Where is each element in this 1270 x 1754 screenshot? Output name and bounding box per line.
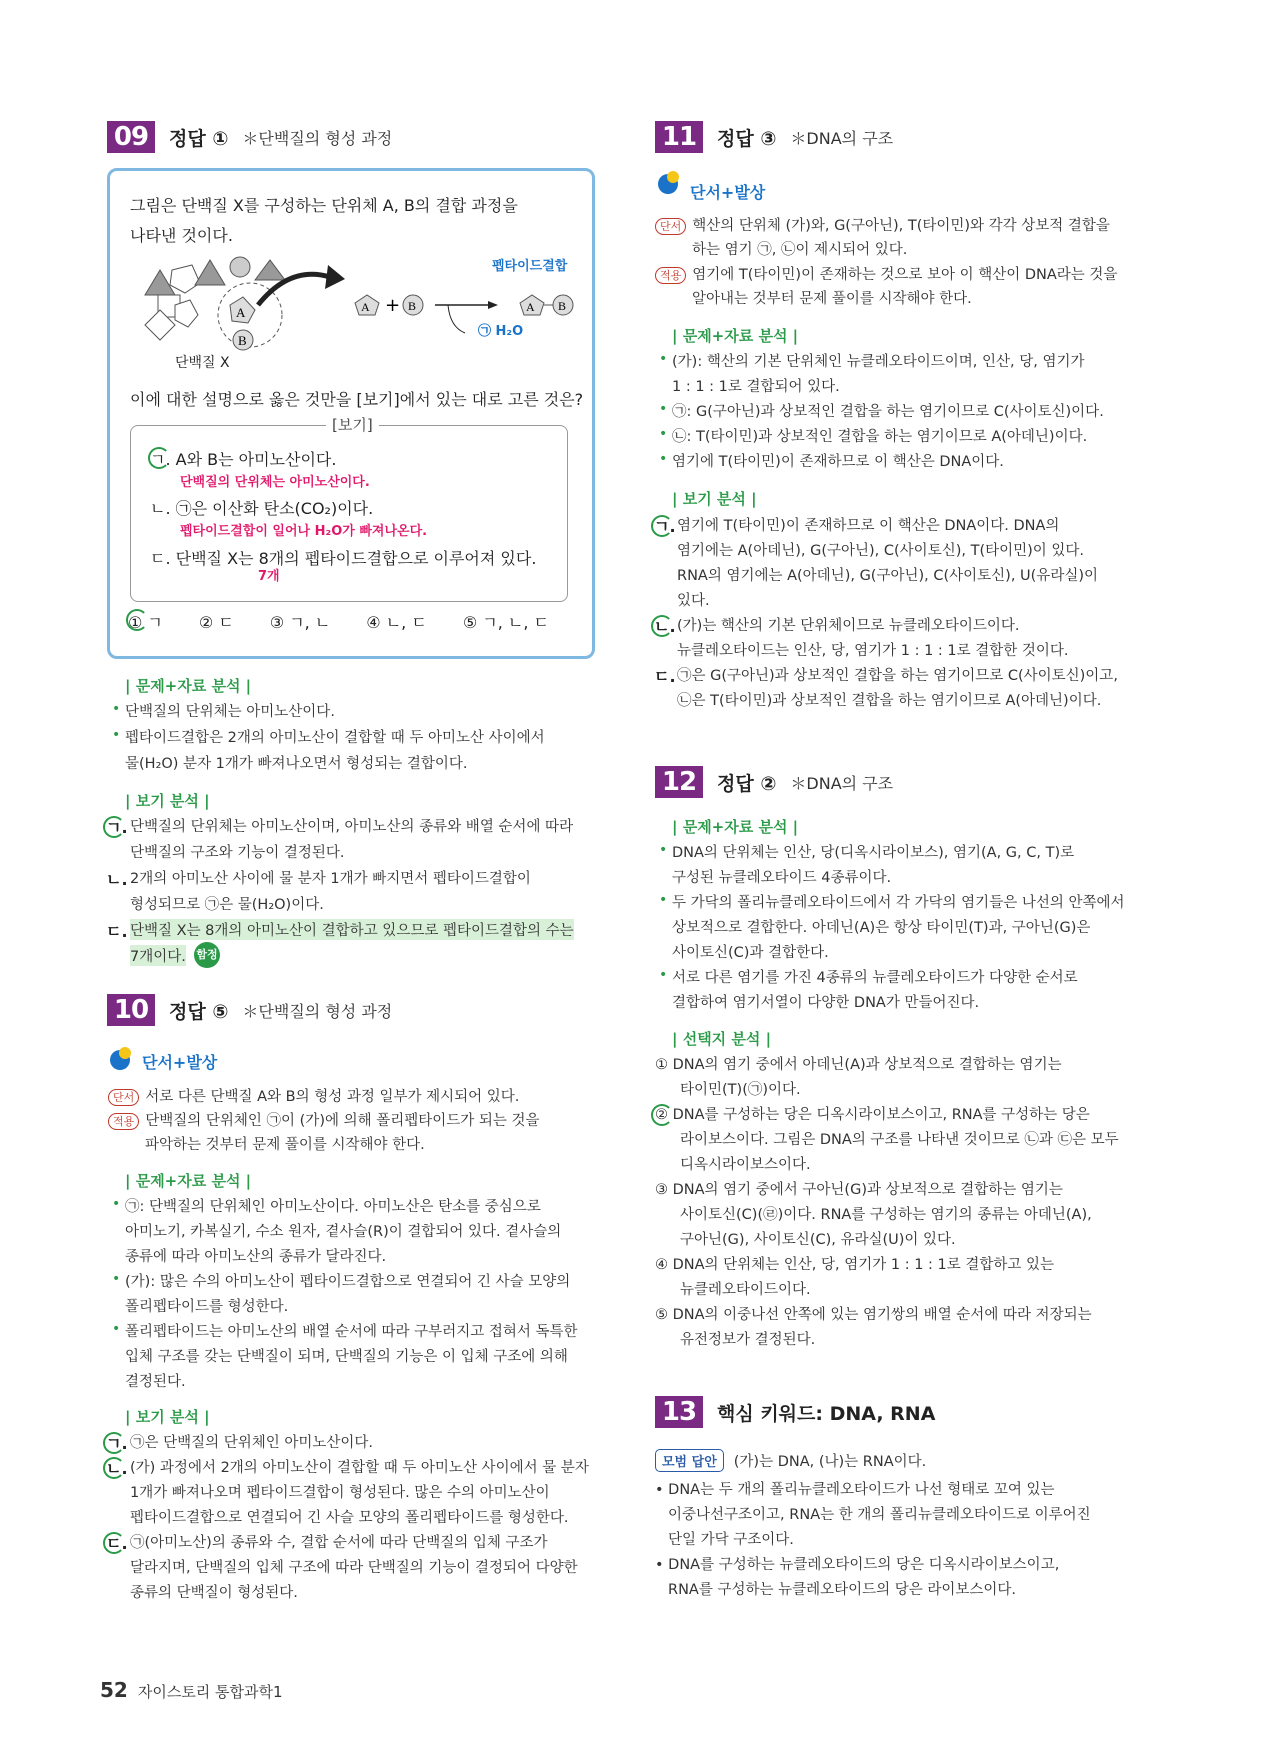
choice-list (128, 610, 549, 633)
question-number: 10 (107, 994, 155, 1026)
hint-line: 단서 서로 다른 단백질 A와 B의 형성 과정 일부가 제시되어 있다. (108, 1085, 519, 1106)
bullet-icon: • (112, 1271, 121, 1287)
pentagon-shape (170, 265, 200, 293)
label-b: B (408, 299, 417, 313)
option-line: ② DNA를 구성하는 당은 디옥시라이보스이고, RNA를 구성하는 당은 (655, 1107, 1090, 1123)
bullet-icon: • (659, 451, 668, 467)
text-line: 알아내는 것부터 문제 풀이를 시작해야 한다. (692, 291, 972, 307)
text-line: (가)는 핵산의 기본 단위체이므로 뉴클레오타이드이다. (677, 618, 1020, 634)
label-a: A (236, 305, 246, 320)
text-line: 단백질의 단위체는 아미노산이다. (125, 704, 335, 720)
option-line: ① DNA의 염기 중에서 아데닌(A)과 상보적으로 결합하는 염기는 (655, 1057, 1062, 1073)
plus-sign: + (385, 295, 401, 316)
bullet-icon: • (659, 351, 668, 367)
circle-shape (230, 257, 250, 277)
text-line: 형성되므로 ㉠은 물(H₂O)이다. (130, 897, 324, 913)
bogi-title: [보기] (326, 414, 379, 435)
topic-label: ＊DNA의 구조 (790, 128, 894, 148)
text-line: 뉴클레오타이드이다. (680, 1282, 811, 1298)
text-line: • DNA는 두 개의 폴리뉴클레오타이드가 나선 형태로 꼬여 있는 (655, 1482, 1055, 1498)
choice-2[interactable]: ② ㄷ (198, 613, 234, 632)
page-number: 52 (100, 1678, 128, 1702)
text-line: 폴리펩타이드를 형성한다. (125, 1299, 289, 1315)
protein-x-label: 단백질 X (175, 355, 230, 371)
text-line: 염기에 T(타이민)이 존재하므로 이 핵산은 DNA이다. DNA의 (677, 518, 1060, 534)
item-mark: ㄴ. (654, 617, 676, 636)
text-line: 결합하여 염기서열이 다양한 DNA가 만들어진다. (672, 995, 980, 1011)
answer-label: 정답 ③ (717, 127, 777, 150)
triangle-shape (255, 260, 285, 280)
text-line: 라이보스이다. 그림은 DNA의 구조를 나타낸 것이므로 ㉡과 ㉢은 모두 (680, 1132, 1119, 1148)
choice-3[interactable]: ③ ㄱ, ㄴ (269, 613, 331, 632)
keyword-label: 핵심 키워드: DNA, RNA (717, 1402, 936, 1425)
text-line: 염기에는 A(아데닌), G(구아닌), C(사이토신), T(타이민)이 있다. (677, 543, 1085, 559)
h2o-label: ㉠ H₂O (478, 324, 524, 339)
text-line: 타이민(T)(㉠)이다. (680, 1082, 801, 1098)
text-line: 유전정보가 결정된다. (680, 1332, 816, 1348)
bullet-icon: • (659, 401, 668, 417)
idea-head-icon (108, 1046, 130, 1068)
text-line: 입체 구조를 갖는 단백질이 되며, 단백질의 기능은 이 입체 구조에 의해 (125, 1349, 568, 1365)
answer-label: 정답 ① (169, 127, 229, 150)
section-title: | 보기 분석 | (125, 792, 210, 810)
hint-line: 적용 단백질의 단위체인 ㉠이 (가)에 의해 폴리펩타이드가 되는 것을 (108, 1109, 540, 1130)
text-line: 종류에 따라 아미노산의 종류가 달라진다. (125, 1249, 387, 1265)
hint-title: 단서+발상 (142, 1053, 218, 1072)
bullet-icon: • (659, 426, 668, 442)
section-title: | 문제+자료 분석 | (672, 327, 799, 345)
text-line: ㉠: G(구아닌)과 상보적인 결합을 하는 염기이므로 C(사이토신)이다. (672, 404, 1104, 420)
question-number: 11 (655, 121, 703, 153)
question-number: 09 (107, 121, 155, 153)
text-line: 사이토신(C)(㉣)이다. RNA를 구성하는 염기의 종류는 아데닌(A), (680, 1207, 1092, 1223)
text-line: 단일 가닥 구조이다. (668, 1532, 794, 1548)
label-b: B (238, 333, 247, 348)
text-line: RNA의 염기에는 A(아데닌), G(구아닌), C(사이토신), U(유라실)이 (677, 568, 1098, 584)
section-title: | 보기 분석 | (672, 490, 757, 508)
text-line: 디옥시라이보스이다. (680, 1157, 811, 1173)
text-line: 결정된다. (125, 1374, 186, 1390)
text-line: 구아닌(G), 사이토신(C), 유라실(U)이 있다. (680, 1232, 956, 1248)
bullet-icon: • (112, 1321, 121, 1337)
text-line: 종류의 단백질이 형성된다. (130, 1585, 298, 1601)
q11-header (655, 120, 893, 154)
bogi-note-g: 단백질의 단위체는 아미노산이다. (180, 475, 370, 490)
idea-head-icon (656, 170, 682, 200)
bogi-item-n: ㄴ. ㉠은 이산화 탄소(CO₂)이다. (150, 499, 374, 518)
item-mark: ㄷ. (106, 1534, 128, 1553)
correct-circle-mark (126, 609, 148, 631)
text-line: 뉴클레오타이드는 인산, 당, 염기가 1 : 1 : 1로 결합한 것이다. (677, 643, 1069, 659)
box-line: 그림은 단백질 X를 구성하는 단위체 A, B의 결합 과정을 (130, 196, 518, 215)
option-line: ⑤ DNA의 이중나선 안쪽에 있는 염기쌍의 배열 순서에 따라 저장되는 (655, 1307, 1092, 1323)
item-mark: ㄱ. (654, 517, 676, 536)
section-title: | 선택지 분석 | (672, 1030, 772, 1048)
option-line: ③ DNA의 염기 중에서 구아닌(G)과 상보적으로 결합하는 염기는 (655, 1182, 1063, 1198)
trap-badge: 함정 (194, 942, 220, 968)
text-line: ㉠(아미노산)의 종류와 수, 결합 순서에 따라 단백질의 입체 구조가 (130, 1535, 548, 1551)
highlighted-line: 단백질 X는 8개의 아미노산이 결합하고 있으므로 펩타이드결합의 수는 (130, 919, 574, 940)
bogi-note-n: 펩타이드결합이 일어나 H₂O가 빠져나온다. (180, 524, 428, 539)
model-answer-tag: 모범 답안 (655, 1449, 724, 1472)
q10-header (107, 993, 392, 1027)
q13-header (655, 1395, 949, 1429)
hint-line: 단서 핵산의 단위체 (가)와, G(구아닌), T(타이민)와 각각 상보적 결합을 (655, 214, 1110, 235)
bogi-item-g: ㄱ. A와 B는 아미노산이다. (150, 450, 337, 469)
item-mark: ㄱ. (106, 1434, 128, 1453)
pentagon-shape (175, 300, 198, 327)
text-line: ㉠은 G(구아닌)과 상보적인 결합을 하는 염기이므로 C(사이토신)이고, (677, 668, 1118, 684)
text-line: RNA를 구성하는 뉴클레오타이드의 당은 라이보스이다. (668, 1582, 1017, 1598)
text-line: 두 가닥의 폴리뉴클레오타이드에서 각 가닥의 염기들은 나선의 안쪽에서 (672, 895, 1125, 911)
text-line: 펩타이드결합으로 연결되어 긴 사슬 모양의 폴리펩타이드를 형성한다. (130, 1510, 569, 1526)
text-line: 1개가 빠져나오며 펩타이드결합이 형성된다. 많은 수의 아미노산이 (130, 1485, 550, 1501)
text-line: ㉠은 단백질의 단위체인 아미노산이다. (130, 1435, 374, 1451)
clue-tag: 단서 (655, 218, 686, 235)
bullet-icon: • (659, 842, 668, 858)
bullet-icon: • (112, 727, 121, 743)
item-mark: ㄱ. (106, 818, 128, 837)
question-text: 이에 대한 설명으로 옳은 것만을 [보기]에서 있는 대로 고른 것은? (130, 390, 584, 409)
choice-1[interactable]: ① ㄱ (128, 613, 163, 632)
book-title: 자이스토리 통합과학1 (137, 1683, 283, 1701)
answer-label: 정답 ② (717, 772, 777, 795)
text-line: 있다. (677, 593, 710, 609)
text-line: 폴리펩타이드는 아미노산의 배열 순서에 따라 구부러지고 접혀서 독특한 (125, 1324, 578, 1340)
q09-header (107, 120, 392, 154)
option-line: ④ DNA의 단위체는 인산, 당, 염기가 1 : 1 : 1로 결합하고 있는 (655, 1257, 1055, 1273)
text-line: 상보적으로 결합한다. 아데닌(A)은 항상 타이민(T)과, 구아닌(G)은 (672, 920, 1091, 936)
section-title: | 보기 분석 | (125, 1408, 210, 1426)
apply-tag: 적용 (655, 267, 686, 284)
topic-label: ＊DNA의 구조 (790, 773, 894, 793)
topic-label: ＊단백질의 형성 과정 (242, 128, 393, 148)
apply-tag: 적용 (108, 1113, 139, 1130)
triangle-shape (195, 260, 225, 285)
label-b: B (558, 299, 567, 313)
q12-header (655, 765, 893, 799)
section-title: | 문제+자료 분석 | (125, 1172, 252, 1190)
text-line: 파악하는 것부터 문제 풀이를 시작해야 한다. (145, 1137, 425, 1153)
choice-5[interactable]: ⑤ ㄱ, ㄴ, ㄷ (462, 613, 549, 632)
question-number: 12 (655, 766, 703, 798)
text-line: 서로 다른 염기를 가진 4종류의 뉴클레오타이드가 다양한 순서로 (672, 970, 1078, 986)
answer-label: 정답 ⑤ (169, 1000, 229, 1023)
bullet-icon: • (659, 892, 668, 908)
text-line: 사이토신(C)과 결합한다. (672, 945, 829, 961)
bullet-icon: • (112, 701, 121, 717)
box-line: 나타낸 것이다. (130, 226, 233, 245)
clue-tag: 단서 (108, 1089, 139, 1106)
text-line: 하는 염기 ㉠, ㉡이 제시되어 있다. (692, 242, 908, 258)
model-answer-line: 모범 답안 (가)는 DNA, (나)는 RNA이다. (655, 1449, 926, 1472)
page-footer (100, 1678, 283, 1702)
item-mark: ㄴ. (106, 870, 128, 889)
bogi-note-d: 7개 (258, 569, 280, 584)
hint-title: 단서+발상 (690, 183, 766, 202)
text-line: 구성된 뉴클레오타이드 4종류이다. (672, 870, 892, 886)
text-line: 물(H₂O) 분자 1개가 빠져나오면서 형성되는 결합이다. (125, 756, 468, 772)
choice-4[interactable]: ④ ㄴ, ㄷ (366, 613, 427, 632)
label-a: A (526, 300, 535, 314)
bogi-item-d: ㄷ. 단백질 X는 8개의 펩타이드결합으로 이루어져 있다. (150, 549, 537, 568)
text-line: 1 : 1 : 1로 결합되어 있다. (672, 379, 840, 395)
item-mark: ㄷ. (106, 922, 128, 941)
text-line: (가): 많은 수의 아미노산이 펩타이드결합으로 연결되어 긴 사슬 모양의 (125, 1274, 571, 1290)
item-mark: ㄴ. (106, 1459, 128, 1478)
text-line: 달라지며, 단백질의 입체 구조에 따라 단백질의 기능이 결정되어 다양한 (130, 1560, 578, 1576)
text-line: 염기에 T(타이민)이 존재하므로 이 핵산은 DNA이다. (672, 454, 1004, 470)
text-line: ㉡: T(타이민)과 상보적인 결합을 하는 염기이므로 A(아데닌)이다. (672, 429, 1088, 445)
item-mark: ㄷ. (654, 667, 676, 686)
section-title: | 문제+자료 분석 | (125, 677, 252, 695)
text-line: • DNA를 구성하는 뉴클레오타이드의 당은 디옥시라이보스이고, (655, 1557, 1060, 1573)
label-a: A (361, 300, 370, 314)
text-line: (가) 과정에서 2개의 아미노산이 결합할 때 두 아미노산 사이에서 물 분자 (130, 1460, 589, 1476)
highlighted-line: 7개이다. (130, 945, 186, 966)
peptide-bond-label: 펩타이드결합 (492, 259, 568, 274)
section-title: | 문제+자료 분석 | (672, 818, 799, 836)
question-number: 13 (655, 1396, 703, 1428)
hint-line: 적용 염기에 T(타이민)이 존재하는 것으로 보아 이 핵산이 DNA라는 것을 (655, 263, 1117, 284)
bullet-icon: • (659, 967, 668, 983)
text-line: 단백질의 단위체는 아미노산이며, 아미노산의 종류와 배열 순서에 따라 (130, 819, 574, 835)
text-line: 펩타이드결합은 2개의 아미노산이 결합할 때 두 아미노산 사이에서 (125, 730, 545, 746)
text-line: ㉠: 단백질의 단위체인 아미노산이다. 아미노산은 탄소를 중심으로 (125, 1199, 541, 1215)
topic-label: ＊단백질의 형성 과정 (242, 1001, 393, 1021)
text-line: DNA의 단위체는 인산, 당(디옥시라이보스), 염기(A, G, C, T)로 (672, 845, 1075, 861)
bullet-icon: • (112, 1196, 121, 1212)
text-line: 아미노기, 카복실기, 수소 원자, 곁사슬(R)이 결합되어 있다. 곁사슬의 (125, 1224, 562, 1240)
text-line: 단백질의 구조와 기능이 결정된다. (130, 845, 345, 861)
text-line: (가): 핵산의 기본 단위체인 뉴클레오타이드이며, 인산, 당, 염기가 (672, 354, 1085, 370)
text-line: ㉡은 T(타이민)과 상보적인 결합을 하는 염기이므로 A(아데닌)이다. (677, 693, 1102, 709)
text-line: 이중나선구조이고, RNA는 한 개의 폴리뉴클레오타이드로 이루어진 (668, 1507, 1091, 1523)
text-line: 2개의 아미노산 사이에 물 분자 1개가 빠지면서 펩타이드결합이 (130, 871, 531, 887)
